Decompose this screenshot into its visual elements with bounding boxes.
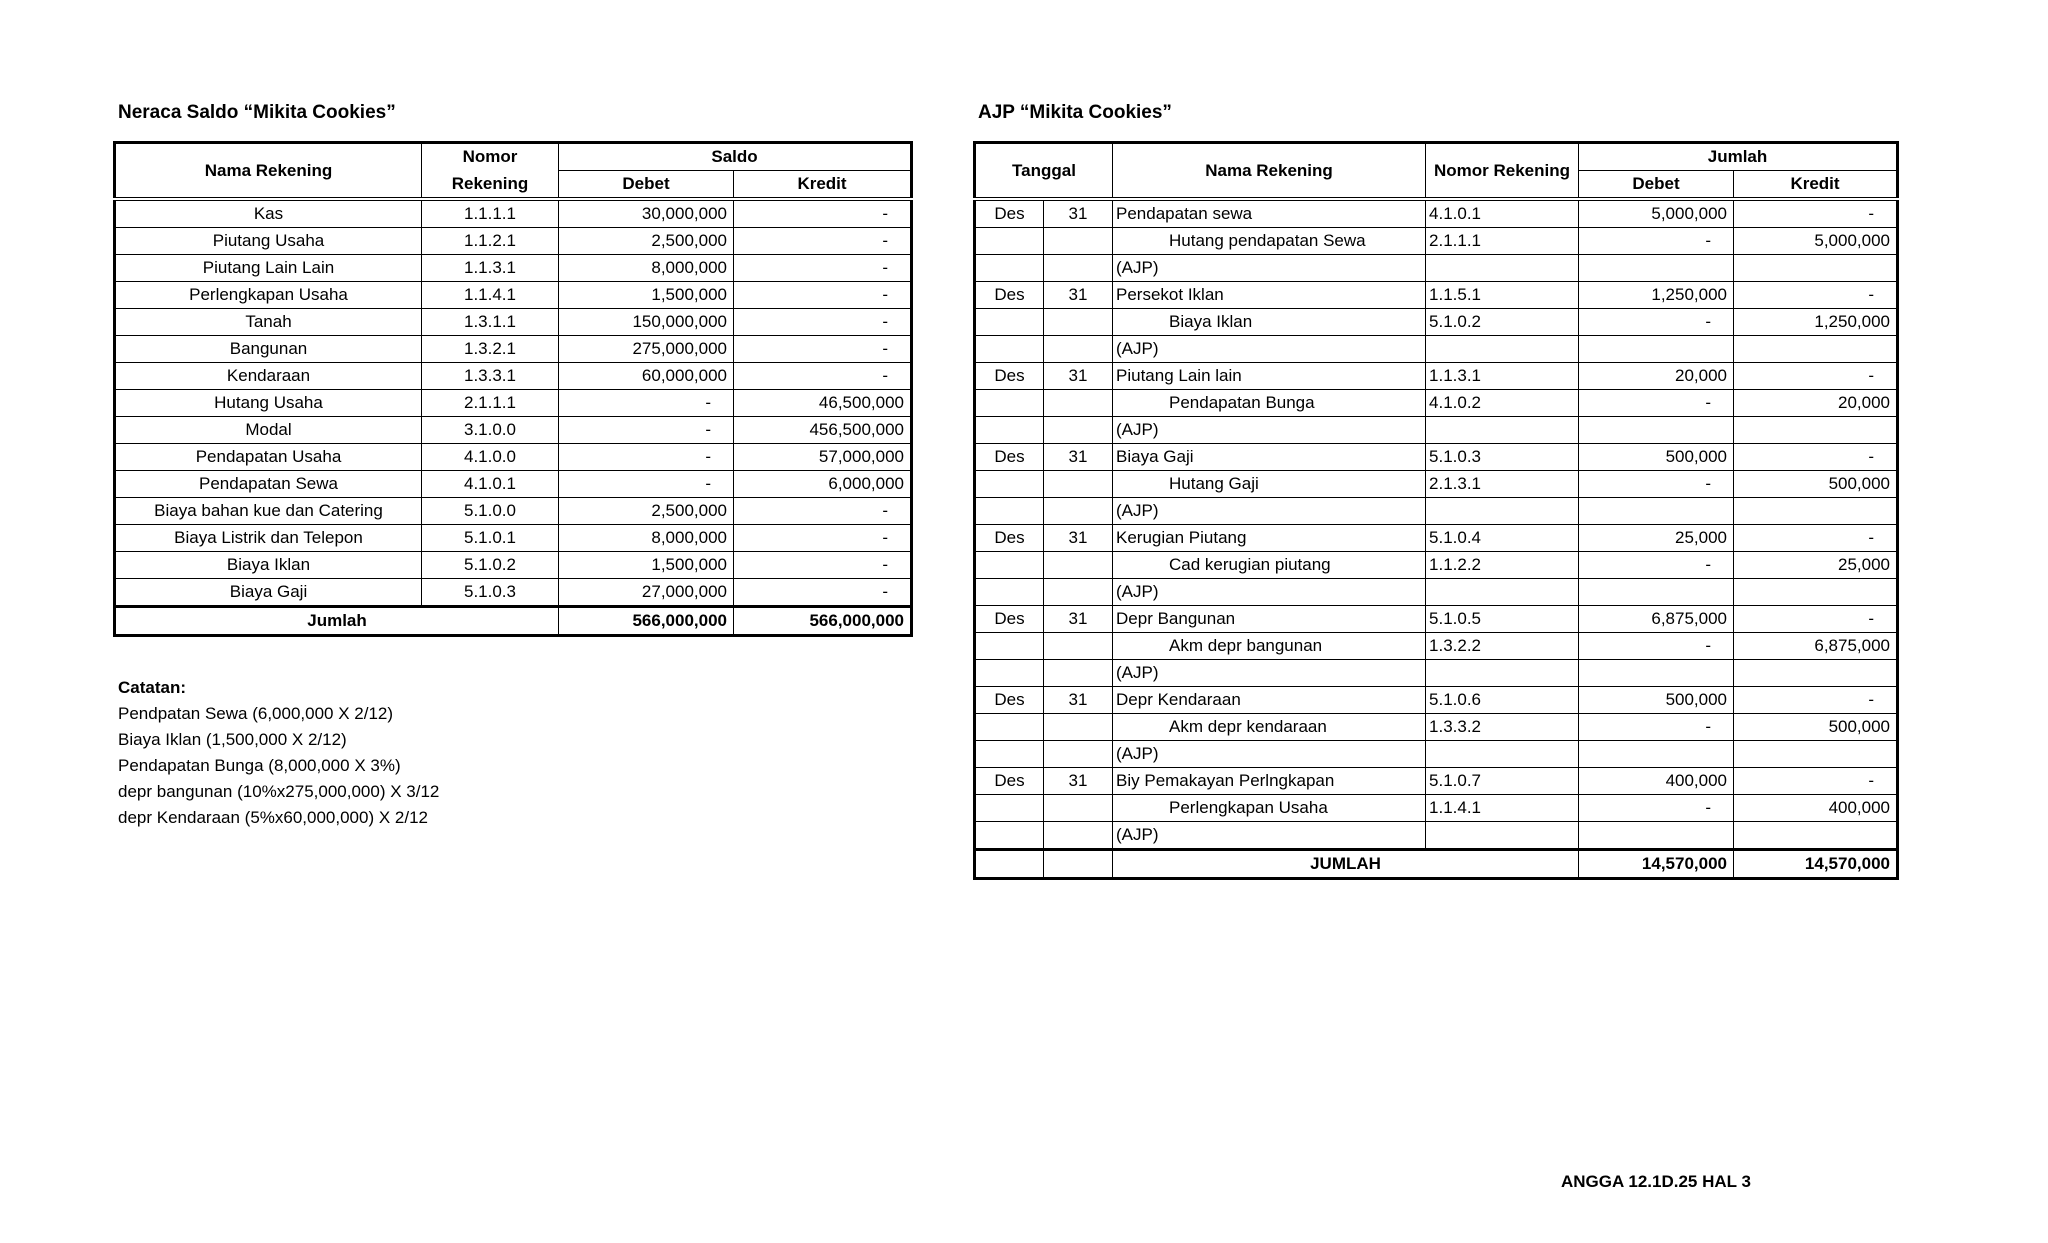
account-name: Perlengkapan Usaha bbox=[1113, 795, 1426, 822]
credit-value: - bbox=[734, 552, 912, 579]
table-row bbox=[975, 795, 1898, 822]
account-number bbox=[1426, 822, 1579, 850]
credit-value bbox=[1734, 498, 1898, 525]
date-month: Des bbox=[975, 606, 1044, 633]
debit-value: - bbox=[559, 444, 734, 471]
debit-value bbox=[1579, 822, 1734, 850]
date-month: Des bbox=[975, 444, 1044, 471]
date-day bbox=[1044, 822, 1113, 850]
credit-value bbox=[1734, 336, 1898, 363]
total-debet: 14,570,000 bbox=[1579, 850, 1734, 879]
account-number: 5.1.0.4 bbox=[1426, 525, 1579, 552]
date-day: 31 bbox=[1044, 444, 1113, 471]
account-name: Kerugian Piutang bbox=[1113, 525, 1426, 552]
debit-value: 25,000 bbox=[1579, 525, 1734, 552]
account-name: Biaya Gaji bbox=[1113, 444, 1426, 471]
header-nomor-line2: Rekening bbox=[422, 171, 559, 200]
table-row bbox=[975, 417, 1898, 444]
total-label: Jumlah bbox=[115, 607, 559, 636]
account-name: (AJP) bbox=[1113, 255, 1426, 282]
credit-value: - bbox=[1734, 525, 1898, 552]
account-number: 1.1.3.1 bbox=[1426, 363, 1579, 390]
debit-value: 2,500,000 bbox=[559, 228, 734, 255]
account-number: 4.1.0.1 bbox=[1426, 199, 1579, 228]
table-row bbox=[975, 741, 1898, 768]
account-number: 1.1.4.1 bbox=[1426, 795, 1579, 822]
date-day: 31 bbox=[1044, 606, 1113, 633]
date-month bbox=[975, 822, 1044, 850]
credit-value: 400,000 bbox=[1734, 795, 1898, 822]
date-month: Des bbox=[975, 363, 1044, 390]
table-row bbox=[975, 390, 1898, 417]
adjusting-journal-title: AJP “Mikita Cookies” bbox=[978, 102, 1172, 123]
account-number: 4.1.0.1 bbox=[422, 471, 559, 498]
date-day bbox=[1044, 498, 1113, 525]
credit-value: - bbox=[734, 363, 912, 390]
credit-value: - bbox=[1734, 687, 1898, 714]
account-name: Hutang pendapatan Sewa bbox=[1113, 228, 1426, 255]
account-number: 5.1.0.5 bbox=[1426, 606, 1579, 633]
date-month bbox=[975, 714, 1044, 741]
credit-value bbox=[1734, 660, 1898, 687]
debit-value bbox=[1579, 417, 1734, 444]
table-row bbox=[115, 498, 912, 525]
debit-value: 8,000,000 bbox=[559, 525, 734, 552]
header-debet: Debet bbox=[559, 171, 734, 200]
header-kredit: Kredit bbox=[734, 171, 912, 200]
debit-value: - bbox=[1579, 552, 1734, 579]
credit-value: - bbox=[1734, 768, 1898, 795]
debit-value: - bbox=[1579, 633, 1734, 660]
total-kredit: 566,000,000 bbox=[734, 607, 912, 636]
table-row bbox=[115, 336, 912, 363]
table-row bbox=[975, 199, 1898, 228]
table-row bbox=[975, 768, 1898, 795]
total-empty-cell bbox=[1044, 850, 1113, 879]
credit-value: - bbox=[734, 199, 912, 228]
date-day bbox=[1044, 309, 1113, 336]
table-row bbox=[115, 417, 912, 444]
table-row bbox=[115, 255, 912, 282]
debit-value: 8,000,000 bbox=[559, 255, 734, 282]
credit-value: 6,875,000 bbox=[1734, 633, 1898, 660]
date-day bbox=[1044, 228, 1113, 255]
debit-value: 6,875,000 bbox=[1579, 606, 1734, 633]
header-jumlah: Jumlah bbox=[1579, 143, 1898, 171]
account-number: 5.1.0.0 bbox=[422, 498, 559, 525]
credit-value: 500,000 bbox=[1734, 471, 1898, 498]
account-name: Modal bbox=[115, 417, 422, 444]
debit-value: 500,000 bbox=[1579, 687, 1734, 714]
account-number: 1.1.5.1 bbox=[1426, 282, 1579, 309]
account-name: Akm depr kendaraan bbox=[1113, 714, 1426, 741]
total-empty-cell bbox=[975, 850, 1044, 879]
table-row bbox=[975, 228, 1898, 255]
date-day: 31 bbox=[1044, 768, 1113, 795]
debit-value: - bbox=[1579, 795, 1734, 822]
account-name: Kas bbox=[115, 199, 422, 228]
debit-value: 275,000,000 bbox=[559, 336, 734, 363]
account-number: 1.3.1.1 bbox=[422, 309, 559, 336]
account-number: 1.1.3.1 bbox=[422, 255, 559, 282]
account-number: 4.1.0.2 bbox=[1426, 390, 1579, 417]
debit-value: 150,000,000 bbox=[559, 309, 734, 336]
account-number: 5.1.0.7 bbox=[1426, 768, 1579, 795]
date-month bbox=[975, 552, 1044, 579]
account-name: Biaya Iklan bbox=[1113, 309, 1426, 336]
total-kredit: 14,570,000 bbox=[1734, 850, 1898, 879]
credit-value: - bbox=[734, 498, 912, 525]
credit-value: 1,250,000 bbox=[1734, 309, 1898, 336]
date-day bbox=[1044, 579, 1113, 606]
account-name: (AJP) bbox=[1113, 417, 1426, 444]
debit-value: - bbox=[1579, 471, 1734, 498]
table-row bbox=[975, 309, 1898, 336]
account-number: 5.1.0.2 bbox=[422, 552, 559, 579]
account-number: 1.1.1.1 bbox=[422, 199, 559, 228]
account-number bbox=[1426, 741, 1579, 768]
date-day: 31 bbox=[1044, 363, 1113, 390]
trial-balance-title: Neraca Saldo “Mikita Cookies” bbox=[118, 102, 396, 123]
credit-value: 25,000 bbox=[1734, 552, 1898, 579]
header-kredit: Kredit bbox=[1734, 171, 1898, 200]
credit-value: - bbox=[1734, 606, 1898, 633]
credit-value bbox=[1734, 741, 1898, 768]
note-line: Biaya Iklan (1,500,000 X 2/12) bbox=[118, 730, 347, 749]
header-nama-rekening: Nama Rekening bbox=[115, 143, 422, 200]
credit-value: - bbox=[1734, 444, 1898, 471]
table-row bbox=[115, 552, 912, 579]
table-row bbox=[115, 579, 912, 607]
table-row bbox=[975, 714, 1898, 741]
credit-value: - bbox=[734, 525, 912, 552]
credit-value: - bbox=[1734, 363, 1898, 390]
account-name: Hutang Gaji bbox=[1113, 471, 1426, 498]
debit-value bbox=[1579, 336, 1734, 363]
account-name: Bangunan bbox=[115, 336, 422, 363]
account-number bbox=[1426, 336, 1579, 363]
account-name: Pendapatan Bunga bbox=[1113, 390, 1426, 417]
table-row bbox=[115, 363, 912, 390]
date-day bbox=[1044, 471, 1113, 498]
header-nomor-line1: Nomor bbox=[422, 143, 559, 171]
account-number: 2.1.1.1 bbox=[422, 390, 559, 417]
table-row bbox=[975, 444, 1898, 471]
date-day bbox=[1044, 417, 1113, 444]
account-number: 1.3.3.2 bbox=[1426, 714, 1579, 741]
date-day: 31 bbox=[1044, 687, 1113, 714]
debit-value: - bbox=[1579, 228, 1734, 255]
credit-value bbox=[1734, 822, 1898, 850]
credit-value: - bbox=[734, 336, 912, 363]
account-number: 1.3.3.1 bbox=[422, 363, 559, 390]
table-row bbox=[115, 525, 912, 552]
account-name: (AJP) bbox=[1113, 822, 1426, 850]
credit-value: - bbox=[734, 579, 912, 607]
account-number: 1.1.4.1 bbox=[422, 282, 559, 309]
journal-total-row bbox=[975, 850, 1898, 879]
account-name: Biaya Gaji bbox=[115, 579, 422, 607]
account-number: 5.1.0.6 bbox=[1426, 687, 1579, 714]
debit-value: - bbox=[559, 390, 734, 417]
account-number: 5.1.0.2 bbox=[1426, 309, 1579, 336]
debit-value: 30,000,000 bbox=[559, 199, 734, 228]
debit-value: 1,250,000 bbox=[1579, 282, 1734, 309]
date-month bbox=[975, 228, 1044, 255]
account-name: Biaya bahan kue dan Catering bbox=[115, 498, 422, 525]
table-row bbox=[975, 687, 1898, 714]
account-name: Piutang Lain Lain bbox=[115, 255, 422, 282]
account-number bbox=[1426, 417, 1579, 444]
credit-value: - bbox=[1734, 199, 1898, 228]
table-row bbox=[975, 498, 1898, 525]
credit-value bbox=[1734, 255, 1898, 282]
account-number bbox=[1426, 660, 1579, 687]
account-name: Persekot Iklan bbox=[1113, 282, 1426, 309]
table-row bbox=[975, 822, 1898, 850]
date-month bbox=[975, 255, 1044, 282]
account-number: 2.1.3.1 bbox=[1426, 471, 1579, 498]
account-name: Pendapatan Usaha bbox=[115, 444, 422, 471]
credit-value: 20,000 bbox=[1734, 390, 1898, 417]
account-name: Cad kerugian piutang bbox=[1113, 552, 1426, 579]
table-row bbox=[975, 336, 1898, 363]
debit-value bbox=[1579, 660, 1734, 687]
table-row bbox=[975, 255, 1898, 282]
credit-value: - bbox=[734, 309, 912, 336]
account-name: Pendapatan sewa bbox=[1113, 199, 1426, 228]
table-row bbox=[975, 363, 1898, 390]
total-debet: 566,000,000 bbox=[559, 607, 734, 636]
account-name: (AJP) bbox=[1113, 660, 1426, 687]
date-month bbox=[975, 498, 1044, 525]
date-month bbox=[975, 471, 1044, 498]
debit-value: 60,000,000 bbox=[559, 363, 734, 390]
credit-value: - bbox=[734, 282, 912, 309]
trial-balance-table bbox=[113, 141, 913, 637]
debit-value: 400,000 bbox=[1579, 768, 1734, 795]
account-number: 3.1.0.0 bbox=[422, 417, 559, 444]
table-row bbox=[975, 579, 1898, 606]
account-number bbox=[1426, 255, 1579, 282]
debit-value: 27,000,000 bbox=[559, 579, 734, 607]
account-name: (AJP) bbox=[1113, 579, 1426, 606]
account-name: Depr Bangunan bbox=[1113, 606, 1426, 633]
debit-value bbox=[1579, 741, 1734, 768]
account-name: Biaya Iklan bbox=[115, 552, 422, 579]
credit-value bbox=[1734, 417, 1898, 444]
debit-value: 5,000,000 bbox=[1579, 199, 1734, 228]
date-day: 31 bbox=[1044, 282, 1113, 309]
credit-value bbox=[1734, 579, 1898, 606]
debit-value: - bbox=[559, 417, 734, 444]
account-name: Kendaraan bbox=[115, 363, 422, 390]
header-nama-rekening: Nama Rekening bbox=[1113, 143, 1426, 200]
table-row bbox=[115, 228, 912, 255]
note-line: Pendpatan Sewa (6,000,000 X 2/12) bbox=[118, 704, 394, 723]
debit-value: 1,500,000 bbox=[559, 282, 734, 309]
account-name: (AJP) bbox=[1113, 336, 1426, 363]
account-name: Akm depr bangunan bbox=[1113, 633, 1426, 660]
date-month: Des bbox=[975, 687, 1044, 714]
debit-value: 500,000 bbox=[1579, 444, 1734, 471]
table-row bbox=[975, 282, 1898, 309]
table-row bbox=[115, 444, 912, 471]
date-day bbox=[1044, 633, 1113, 660]
header-debet: Debet bbox=[1579, 171, 1734, 200]
credit-value: 6,000,000 bbox=[734, 471, 912, 498]
account-name: Tanah bbox=[115, 309, 422, 336]
table-row bbox=[115, 471, 912, 498]
account-name: Hutang Usaha bbox=[115, 390, 422, 417]
debit-value: - bbox=[1579, 390, 1734, 417]
total-label: JUMLAH bbox=[1113, 850, 1579, 879]
debit-value bbox=[1579, 498, 1734, 525]
date-day bbox=[1044, 390, 1113, 417]
notes-block bbox=[118, 675, 439, 831]
account-name: Perlengkapan Usaha bbox=[115, 282, 422, 309]
table-row bbox=[115, 199, 912, 228]
table-row bbox=[975, 606, 1898, 633]
table-row bbox=[975, 525, 1898, 552]
note-line: depr bangunan (10%x275,000,000) X 3/12 bbox=[118, 782, 440, 801]
account-number: 5.1.0.3 bbox=[422, 579, 559, 607]
date-month: Des bbox=[975, 282, 1044, 309]
debit-value bbox=[1579, 579, 1734, 606]
table-row bbox=[115, 390, 912, 417]
date-day: 31 bbox=[1044, 199, 1113, 228]
account-name: (AJP) bbox=[1113, 498, 1426, 525]
date-day bbox=[1044, 552, 1113, 579]
date-day bbox=[1044, 714, 1113, 741]
date-day bbox=[1044, 660, 1113, 687]
date-month bbox=[975, 336, 1044, 363]
account-name: Depr Kendaraan bbox=[1113, 687, 1426, 714]
date-day: 31 bbox=[1044, 525, 1113, 552]
debit-value: 2,500,000 bbox=[559, 498, 734, 525]
trial-balance-total-row bbox=[115, 607, 912, 636]
debit-value: - bbox=[559, 471, 734, 498]
debit-value: 20,000 bbox=[1579, 363, 1734, 390]
account-number bbox=[1426, 498, 1579, 525]
credit-value: 46,500,000 bbox=[734, 390, 912, 417]
table-row bbox=[115, 309, 912, 336]
table-row bbox=[975, 633, 1898, 660]
account-number: 2.1.1.1 bbox=[1426, 228, 1579, 255]
date-month bbox=[975, 579, 1044, 606]
table-row bbox=[975, 660, 1898, 687]
account-name: (AJP) bbox=[1113, 741, 1426, 768]
debit-value: - bbox=[1579, 309, 1734, 336]
table-row bbox=[975, 471, 1898, 498]
adjusting-journal-table bbox=[973, 141, 1899, 880]
debit-value: - bbox=[1579, 714, 1734, 741]
credit-value: - bbox=[734, 255, 912, 282]
date-day bbox=[1044, 741, 1113, 768]
date-month: Des bbox=[975, 525, 1044, 552]
account-number: 1.1.2.2 bbox=[1426, 552, 1579, 579]
date-month bbox=[975, 741, 1044, 768]
account-number: 1.3.2.2 bbox=[1426, 633, 1579, 660]
account-number: 1.3.2.1 bbox=[422, 336, 559, 363]
account-number: 1.1.2.1 bbox=[422, 228, 559, 255]
account-name: Biaya Listrik dan Telepon bbox=[115, 525, 422, 552]
debit-value: 1,500,000 bbox=[559, 552, 734, 579]
credit-value: - bbox=[734, 228, 912, 255]
date-day bbox=[1044, 336, 1113, 363]
date-month bbox=[975, 660, 1044, 687]
account-number bbox=[1426, 579, 1579, 606]
account-name: Pendapatan Sewa bbox=[115, 471, 422, 498]
date-month bbox=[975, 390, 1044, 417]
credit-value: 500,000 bbox=[1734, 714, 1898, 741]
date-month: Des bbox=[975, 768, 1044, 795]
date-month bbox=[975, 309, 1044, 336]
table-row bbox=[115, 282, 912, 309]
date-day bbox=[1044, 795, 1113, 822]
header-tanggal: Tanggal bbox=[975, 143, 1113, 200]
date-day bbox=[1044, 255, 1113, 282]
account-number: 4.1.0.0 bbox=[422, 444, 559, 471]
account-name: Piutang Usaha bbox=[115, 228, 422, 255]
header-nomor-rekening: Nomor Rekening bbox=[1426, 143, 1579, 200]
credit-value: 57,000,000 bbox=[734, 444, 912, 471]
credit-value: 456,500,000 bbox=[734, 417, 912, 444]
notes-title: Catatan: bbox=[118, 678, 187, 697]
date-month bbox=[975, 633, 1044, 660]
date-month: Des bbox=[975, 199, 1044, 228]
account-name: Piutang Lain lain bbox=[1113, 363, 1426, 390]
debit-value bbox=[1579, 255, 1734, 282]
header-saldo: Saldo bbox=[559, 143, 912, 171]
date-month bbox=[975, 795, 1044, 822]
account-number: 5.1.0.3 bbox=[1426, 444, 1579, 471]
account-number: 5.1.0.1 bbox=[422, 525, 559, 552]
page-footer: ANGGA 12.1D.25 HAL 3 bbox=[1561, 1172, 1751, 1191]
credit-value: - bbox=[1734, 282, 1898, 309]
date-month bbox=[975, 417, 1044, 444]
note-line: Pendapatan Bunga (8,000,000 X 3%) bbox=[118, 756, 401, 775]
account-name: Biy Pemakayan Perlngkapan bbox=[1113, 768, 1426, 795]
note-line: depr Kendaraan (5%x60,000,000) X 2/12 bbox=[118, 808, 429, 827]
credit-value: 5,000,000 bbox=[1734, 228, 1898, 255]
table-row bbox=[975, 552, 1898, 579]
